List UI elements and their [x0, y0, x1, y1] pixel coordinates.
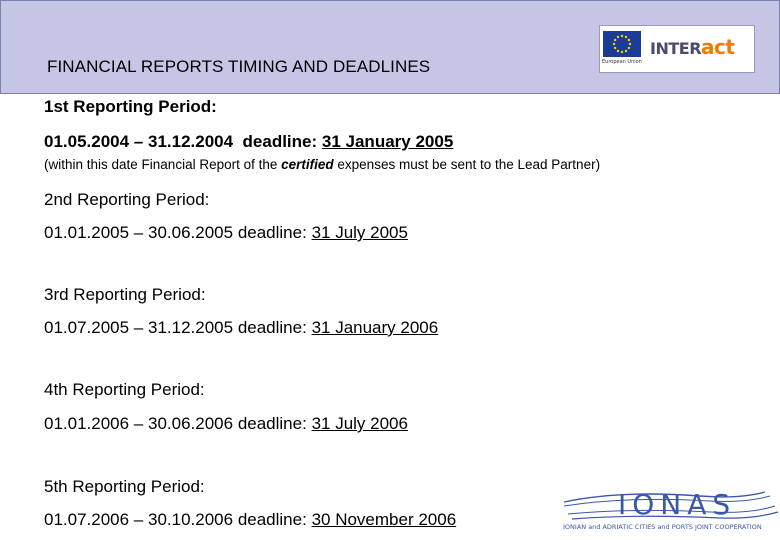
slide-header [0, 0, 780, 94]
period-5-deadline: 30 November 2006 [311, 510, 457, 529]
period-2-deadline: 31 July 2005 [311, 223, 408, 242]
interact-wordmark: INTERact [650, 35, 735, 59]
period-3-label: 3rd Reporting Period: [44, 285, 206, 304]
ionas-subtitle: IONIAN and ADRIATIC CITIES and PORTS JOINT COOPERATION [563, 523, 762, 531]
period-3-dates: 01.07.2005 – 31.12.2005 deadline: 31 January 2006 [44, 318, 439, 337]
period-1-note: (within this date Financial Report of the certified expenses must be sent to the Lead Partner) [44, 157, 601, 172]
period-1-label: 1st Reporting Period: [44, 97, 217, 116]
period-5-dates: 01.07.2006 – 30.10.2006 deadline: 30 November 2006 [44, 510, 457, 529]
period-3-deadline: 31 January 2006 [311, 318, 439, 337]
period-4-label: 4th Reporting Period: [44, 380, 205, 399]
period-1-deadline: 31 January 2005 [321, 132, 454, 151]
ionas-wordmark: IONAS [618, 488, 737, 521]
period-2-label: 2nd Reporting Period: [44, 190, 210, 209]
page-title: FINANCIAL REPORTS TIMING AND DEADLINES [47, 57, 431, 76]
ionas-logo [560, 486, 780, 536]
period-4-deadline: 31 July 2006 [311, 414, 408, 433]
period-2-dates: 01.01.2005 – 30.06.2005 deadline: 31 July 2005 [44, 223, 408, 242]
eu-flag-icon [603, 31, 641, 57]
period-5-label: 5th Reporting Period: [44, 477, 205, 496]
period-1-dates: 01.05.2004 – 31.12.2004 deadline: 31 January 2005 [44, 132, 454, 151]
period-4-dates: 01.01.2006 – 30.06.2006 deadline: 31 July 2006 [44, 414, 408, 433]
interact-logo [599, 25, 755, 73]
eu-caption: European Union [602, 59, 642, 65]
